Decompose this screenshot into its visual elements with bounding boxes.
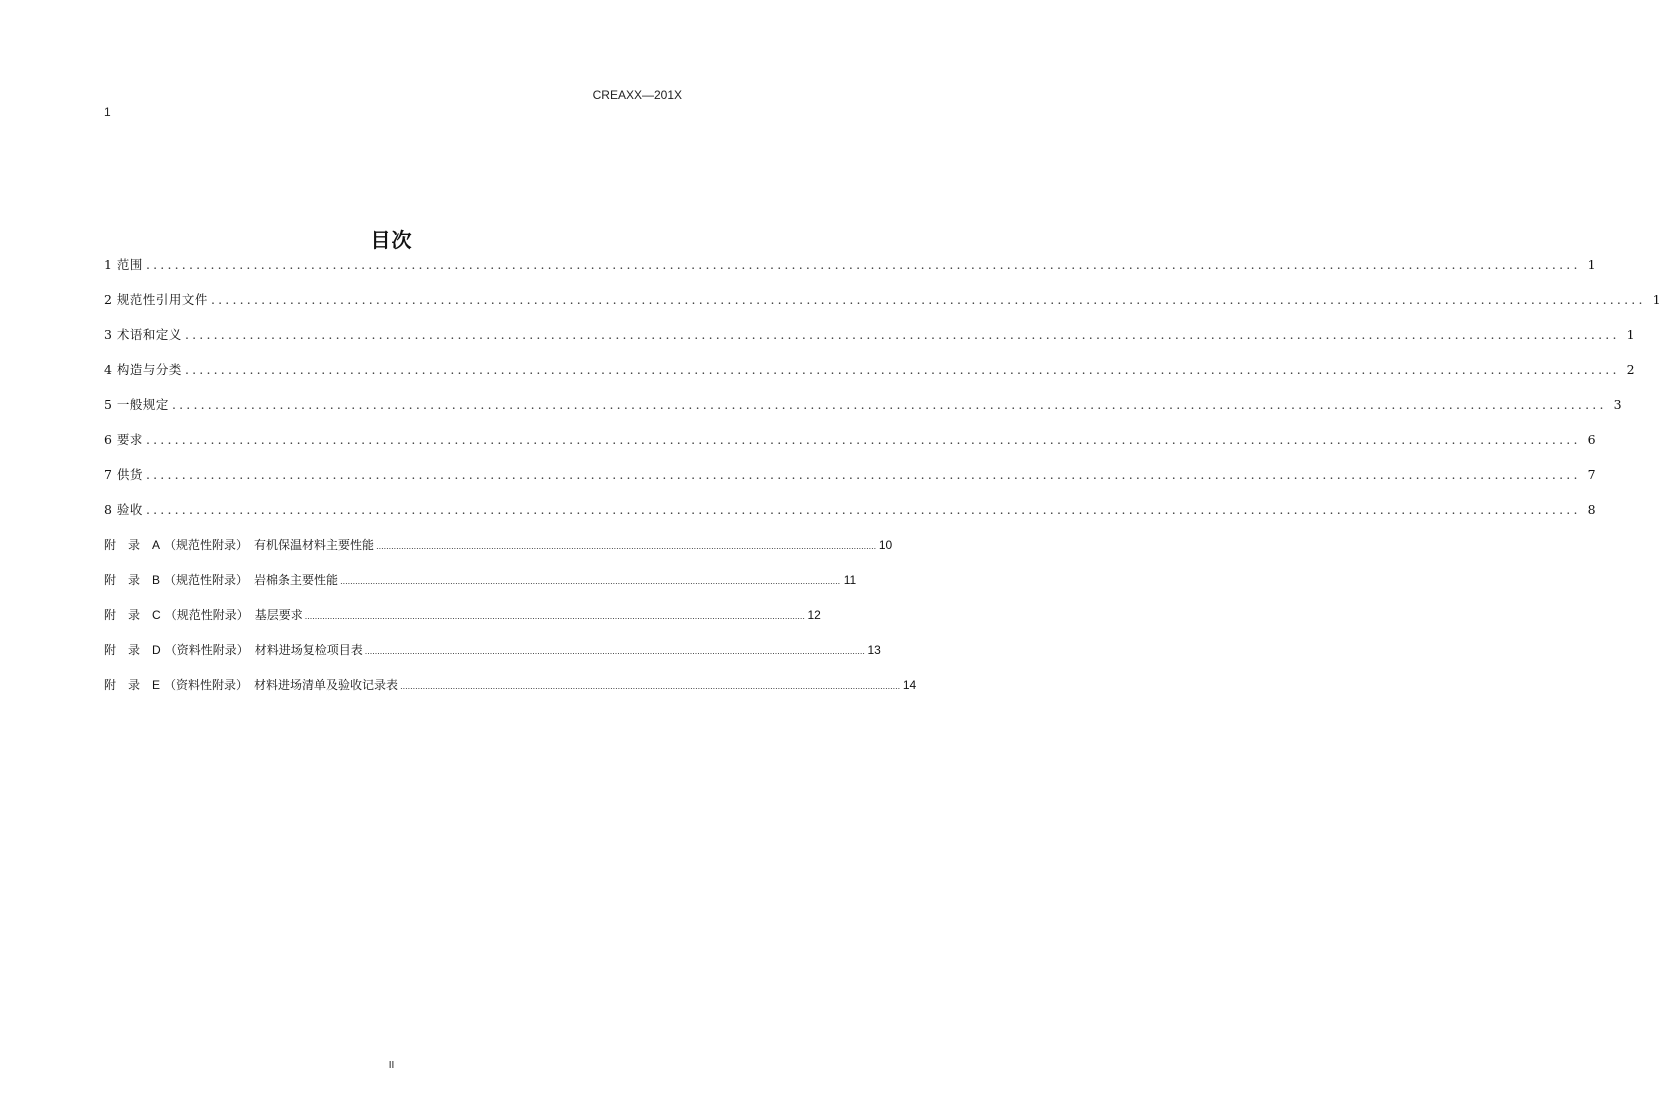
appendix-letter: B — [152, 573, 161, 587]
toc-entry-page: 8 — [1587, 502, 1596, 517]
toc-entry-supply[interactable] — [104, 466, 1596, 501]
appendix-letter: C — [152, 608, 161, 622]
appendix-title: 材料进场复检项目表 — [254, 643, 363, 657]
toc-entry-page: 7 — [1587, 467, 1596, 482]
toc-title: 目次 — [370, 228, 413, 252]
toc-leader-dots: ........................................................................................................................................................................................................ — [171, 397, 1607, 412]
toc-entry-label: 4 构造与分类 — [104, 362, 182, 377]
toc-entry-page: 6 — [1587, 432, 1596, 447]
toc-entry-label: 7 供货 — [104, 467, 143, 482]
table-of-contents — [104, 256, 1661, 711]
appendix-kind: （规范性附录） — [164, 608, 249, 622]
appendix-kind: （资料性附录） — [164, 678, 249, 692]
page-marker: 1 — [104, 105, 111, 119]
document-code: CREAXX—201X — [592, 88, 682, 102]
toc-leader-dots: ........................................................................................................................................................................................................ — [145, 257, 1581, 272]
toc-appendix-b[interactable] — [104, 571, 857, 606]
toc-entry-page: 1 — [1652, 292, 1661, 307]
toc-entry-construction-classification[interactable] — [104, 361, 1635, 396]
toc-entry-page: 3 — [1613, 397, 1622, 412]
appendix-title: 岩棉条主要性能 — [254, 573, 339, 587]
toc-leader-dots: ........................................................................................................................................................................................................ — [340, 576, 841, 586]
toc-appendix-c[interactable] — [104, 606, 821, 641]
appendix-page: 11 — [843, 573, 857, 587]
appendix-letter: A — [152, 538, 161, 552]
appendix-prefix: 附录 — [104, 538, 153, 552]
appendix-title: 材料进场清单及验收记录表 — [254, 678, 399, 692]
appendix-kind: （规范性附录） — [164, 538, 249, 552]
toc-leader-dots: ........................................................................................................................................................................................................ — [145, 467, 1581, 482]
toc-entry-acceptance[interactable] — [104, 501, 1596, 536]
toc-entry-label: 3 术语和定义 — [104, 327, 182, 342]
toc-leader-dots: ........................................................................................................................................................................................................ — [184, 327, 1620, 342]
toc-entry-page: 1 — [1587, 257, 1596, 272]
appendix-letter: E — [152, 678, 161, 692]
toc-entry-terms-definitions[interactable] — [104, 326, 1635, 361]
footer-page-number: II — [388, 1060, 395, 1071]
toc-leader-dots: ........................................................................................................................................................................................................ — [210, 292, 1646, 307]
appendix-prefix: 附录 — [104, 573, 153, 587]
appendix-page: 13 — [867, 643, 881, 657]
toc-leader-dots: ........................................................................................................................................................................................................ — [145, 502, 1581, 517]
toc-leader-dots: ........................................................................................................................................................................................................ — [364, 646, 865, 656]
toc-appendix-a[interactable] — [104, 536, 893, 571]
toc-leader-dots: ........................................................................................................................................................................................................ — [400, 681, 901, 691]
appendix-page: 12 — [807, 608, 821, 622]
toc-entry-label: 8 验收 — [104, 502, 143, 517]
appendix-title: 有机保温材料主要性能 — [254, 538, 375, 552]
appendix-page: 14 — [902, 678, 917, 692]
toc-leader-dots: ........................................................................................................................................................................................................ — [145, 432, 1581, 447]
toc-entry-label: 5 一般规定 — [104, 397, 169, 412]
appendix-prefix: 附录 — [104, 643, 153, 657]
appendix-letter: D — [152, 643, 161, 657]
toc-appendix-d[interactable] — [104, 641, 881, 676]
toc-entry-label: 6 要求 — [104, 432, 143, 447]
toc-entry-page: 2 — [1626, 362, 1635, 377]
toc-entry-page: 1 — [1626, 327, 1635, 342]
toc-appendix-e[interactable] — [104, 676, 917, 711]
appendix-prefix: 附录 — [104, 608, 153, 622]
toc-entry-label: 2 规范性引用文件 — [104, 292, 208, 307]
toc-leader-dots: ........................................................................................................................................................................................................ — [376, 541, 877, 551]
toc-entry-scope[interactable] — [104, 256, 1596, 291]
toc-leader-dots: ........................................................................................................................................................................................................ — [304, 611, 805, 621]
appendix-prefix: 附录 — [104, 678, 153, 692]
toc-entry-general-provisions[interactable] — [104, 396, 1622, 431]
toc-leader-dots: ........................................................................................................................................................................................................ — [184, 362, 1620, 377]
toc-entry-requirements[interactable] — [104, 431, 1596, 466]
appendix-title: 基层要求 — [254, 608, 303, 622]
appendix-kind: （资料性附录） — [164, 643, 249, 657]
toc-entry-label: 1 范围 — [104, 257, 143, 272]
appendix-page: 10 — [878, 538, 893, 552]
toc-entry-normative-references[interactable] — [104, 291, 1661, 326]
appendix-kind: （规范性附录） — [164, 573, 249, 587]
